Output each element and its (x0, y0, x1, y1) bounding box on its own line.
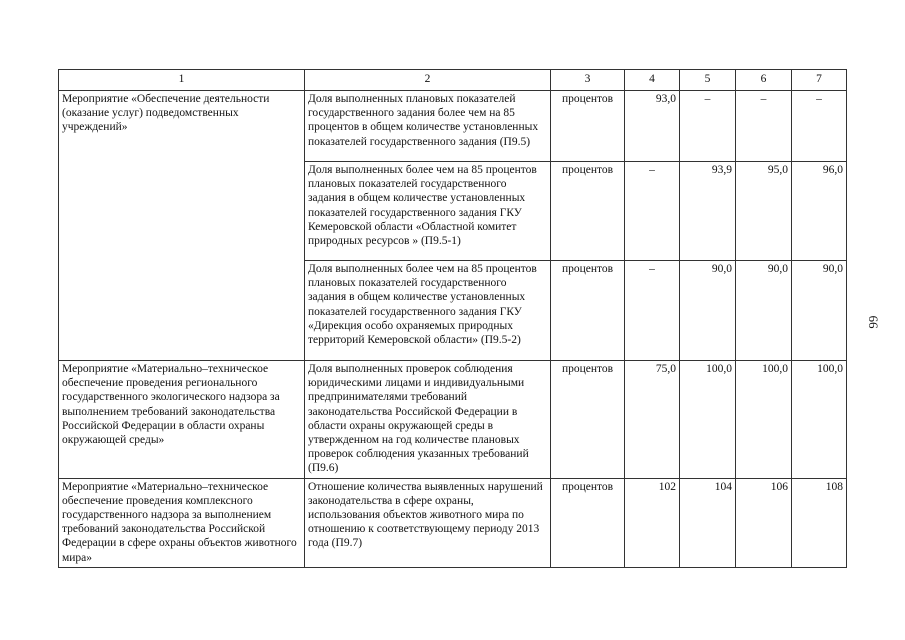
value-cell-4: – (625, 162, 680, 261)
value-cell-7: 90,0 (792, 261, 847, 361)
value-cell-5: 90,0 (680, 261, 736, 361)
value-cell-5: 104 (680, 478, 736, 567)
event-cell: Мероприятие «Материально–техническое обеспечение проведения комплексного государственного надзора за выполнением требований законодательства Российской Федерации в сфере охраны объектов животного мира» (59, 478, 305, 567)
header-cell-4: 4 (625, 70, 680, 91)
header-cell-3: 3 (551, 70, 625, 91)
value-cell-7: 108 (792, 478, 847, 567)
indicator-cell: Доля выполненных более чем на 85 процентов плановых показателей государственного задания в общем количестве установленных показателей государственного задания ГКУ Кемеровской области «Областной комитет природных ресурсов » (П9.5-1) (305, 162, 551, 261)
value-cell-5: – (680, 91, 736, 162)
value-cell-6: 106 (736, 478, 792, 567)
value-cell-7: – (792, 91, 847, 162)
table-row (59, 91, 847, 162)
value-cell-5: 100,0 (680, 361, 736, 479)
value-cell-4: – (625, 261, 680, 361)
page-number: 66 (866, 315, 881, 329)
value-cell-5: 93,9 (680, 162, 736, 261)
value-cell-4: 93,0 (625, 91, 680, 162)
header-cell-1: 1 (59, 70, 305, 91)
value-cell-6: 90,0 (736, 261, 792, 361)
header-cell-2: 2 (305, 70, 551, 91)
value-cell-6: 100,0 (736, 361, 792, 479)
indicators-table (58, 69, 847, 568)
header-row (59, 70, 847, 91)
unit-cell: процентов (551, 361, 625, 479)
event-cell: Мероприятие «Материально–техническое обеспечение проведения регионального государственного экологического надзора за выполнением требований законодательства Российской Федерации в области охраны окружающей среды» (59, 361, 305, 479)
unit-cell: процентов (551, 91, 625, 162)
header-cell-6: 6 (736, 70, 792, 91)
unit-cell: процентов (551, 162, 625, 261)
value-cell-4: 75,0 (625, 361, 680, 479)
unit-cell: процентов (551, 478, 625, 567)
header-cell-5: 5 (680, 70, 736, 91)
unit-cell: процентов (551, 261, 625, 361)
indicator-cell: Отношение количества выявленных нарушений законодательства в сфере охраны, использования объектов животного мира по отношению к соответствующему периоду 2013 года (П9.7) (305, 478, 551, 567)
event-cell: Мероприятие «Обеспечение деятельности (оказание услуг) подведомственных учреждений» (59, 91, 305, 361)
indicator-cell: Доля выполненных более чем на 85 процентов плановых показателей государственного задания в общем количестве установленных показателей государственного задания ГКУ «Дирекция особо охраняемых природных территорий Кемеровской области» (П9.5-2) (305, 261, 551, 361)
table-row (59, 361, 847, 479)
value-cell-6: – (736, 91, 792, 162)
value-cell-7: 96,0 (792, 162, 847, 261)
value-cell-7: 100,0 (792, 361, 847, 479)
header-cell-7: 7 (792, 70, 847, 91)
value-cell-6: 95,0 (736, 162, 792, 261)
value-cell-4: 102 (625, 478, 680, 567)
indicator-cell: Доля выполненных плановых показателей государственного задания более чем на 85 процентов в общем количестве установленных показателей государственного задания (П9.5) (305, 91, 551, 162)
indicator-cell: Доля выполненных проверок соблюдения юридическими лицами и индивидуальными предпринимателями требований законодательства Российской Федерации в области охраны окружающей среды в утвержденном на год количестве плановых проверок соблюдения указанных требований (П9.6) (305, 361, 551, 479)
table-row (59, 478, 847, 567)
